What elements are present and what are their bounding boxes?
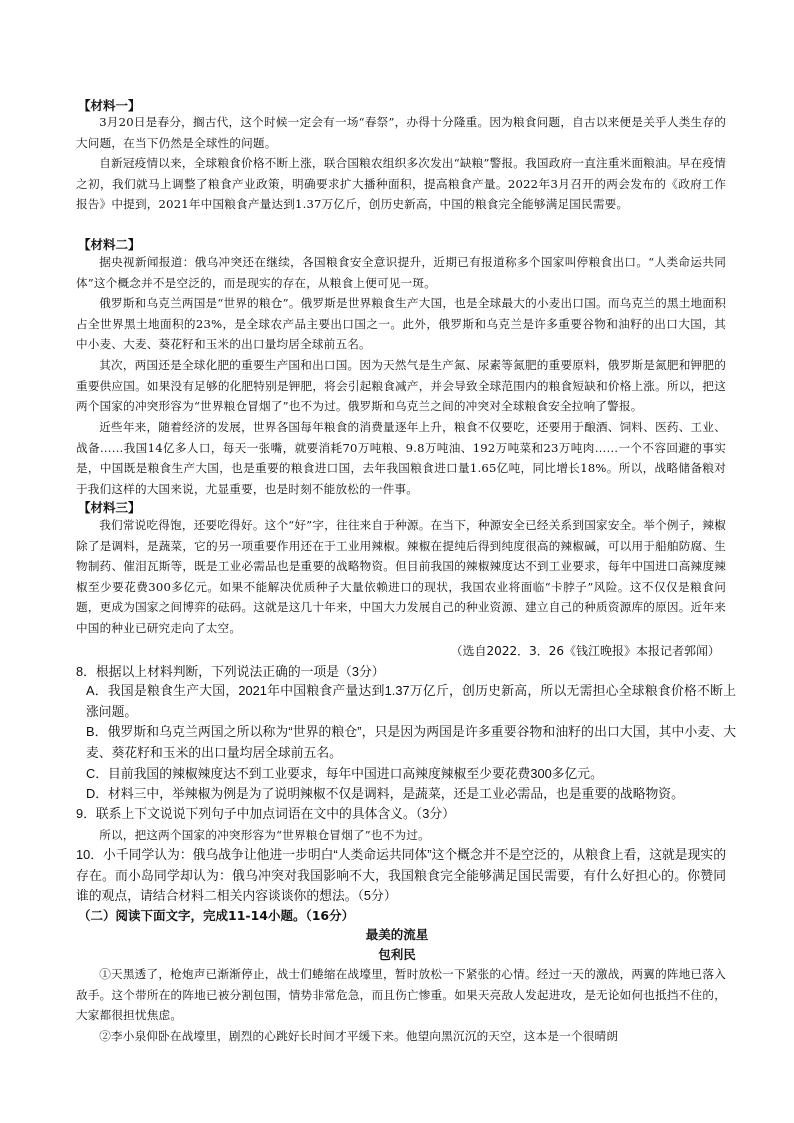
material-one-paragraph-2: 自新冠疫情以来，全球粮食价格不断上涨，联合国粮农组织多次发出“缺粮”警报。我国政府一直注重米面粮油。早在疫情之初，我们就马上调整了粮食产业政策，明确要求扩大播种面积，提高粮食产量。2022年3月召开的两会发布的《政府工作报告》中提到，2021年中国粮食产量达到1.37万亿斤，创历史新高，中国的粮食完全能够满足国民需要。 — [76, 156, 726, 212]
question-8-stem: 8．根据以上材料判断，下列说法正确的一项是（3分） — [76, 664, 385, 679]
question-8-option-a: A．我国是粮食生产大国，2021年中国粮食产量达到1.37万亿斤，创历史新高，所以无需担心全球粮食价格不断上涨问题。 — [86, 683, 736, 719]
material-three-paragraph-1: 我们常说吃得饱，还要吃得好。这个“好”字，往往来自于种源。在当下，种源安全已经关系到国家安全。举个例子，辣椒除了是调料，是蔬菜，它的另一项重要作用还在于工业用辣椒。辣椒在提纯后得到纯度很高的辣椒碱，可以用于船舶防腐、生物制药、催泪瓦斯等，既是工业必需品也是重要的战略物资。但目前我国的辣椒辣度达不到工业要求，每年中国进口高辣度辣椒至少要花费300多亿元。如果不能解决优质种子大量依赖进口的现状，我国农业将面临“卡脖子”风险。这不仅仅是粮食问题，更成为国家之间博弈的砝码。这就是这几十年来，中国大力发展自己的种业资源、建立自己的种质资源库的原因。近年来中国的种业已研究走向了太空。 — [76, 518, 726, 635]
material-one-heading: 【材料一】 — [78, 98, 141, 113]
material-two-heading: 【材料二】 — [78, 237, 141, 252]
material-two-paragraph-2: 俄罗斯和乌克兰两国是“世界的粮仓”。俄罗斯是世界粮食生产大国，也是全球最大的小麦出口国。而乌克兰的黑土地面积占全世界黑土地面积的23%，是全球农产品主要出口国之一。此外，俄罗斯和乌克兰是许多重要谷物和油籽的出口大国，其中小麦、大麦、葵花籽和玉米的出口量均居全球前五名。 — [76, 296, 726, 352]
section-two-heading: （二）阅读下面文字，完成11-14小题。（16分） — [78, 908, 355, 923]
question-8-option-c: C．目前我国的辣椒辣度达不到工业要求，每年中国进口高辣度辣椒至少要花费300多亿元。 — [86, 766, 603, 781]
question-9-quote: 所以，把这两个国家的冲突形容为“世界粮仓冒烟了”也不为过。 — [99, 828, 430, 842]
story-title: 最美的流星 — [365, 927, 429, 942]
material-two-paragraph-4: 近些年来，随着经济的发展，世界各国每年粮食的消费量逐年上升，粮食不仅要吃，还要用于酿酒、饲料、医药、工业、战备……我国14亿多人口，每天一张嘴，就要消耗70万吨粮、9.8万吨油、192万吨菜和23万吨肉……一个不容回避的事实是，中国既是粮食生产大国，也是重要的粮食进口国，去年我国粮食进口量1.65亿吨，同比增长18%。所以，战略储备粮对于我们这样的大国来说，尤显重要，也是时刻不能放松的一件事。 — [76, 420, 726, 496]
question-9-stem: 9．联系上下文说说下列句子中加点词语在文中的具体含义。（3分） — [76, 806, 455, 821]
question-8-option-b: B．俄罗斯和乌克兰两国之所以称为“世界的粮仓”，只是因为两国是许多重要谷物和油籽的出口大国，其中小麦、大麦、葵花籽和玉米的出口量均居全球前五名。 — [86, 724, 736, 760]
material-two-paragraph-3: 其次，两国还是全球化肥的重要生产国和出口国。因为天然气是生产氮、尿素等氮肥的重要原料，俄罗斯是氮肥和钾肥的重要供应国。如果没有足够的化肥特别是钾肥，将会引起粮食减产，并会导致全球范围内的粮食短缺和价格上涨。所以，把这两个国家的冲突形容为“世界粮仓冒烟了”也不为过。俄罗斯和乌克兰之间的冲突对全球粮食安全拉响了警报。 — [76, 358, 726, 414]
material-two-paragraph-1: 据央视新闻报道：俄乌冲突还在继续，各国粮食安全意识提升，近期已有报道称多个国家叫停粮食出口。“人类命运共同体”这个概念并不是空泛的，而是现实的存在，从粮食上便可见一斑。 — [76, 255, 726, 290]
source-citation: （选自2022．3．26《钱江晚报》本报记者郭闻） — [450, 644, 720, 658]
story-paragraph-1: ①天黑透了，枪炮声已渐渐停止，战士们蜷缩在战壕里，暂时放松一下紧张的心情。经过一天的激战，两翼的阵地已落入敌手。这个带所在的阵地已被分割包围，情势非常危急，而且伤亡惨重。如果天亮敌人发起进攻，是无论如何也抵挡不住的，大家都很担忧焦虑。 — [76, 967, 726, 1023]
story-paragraph-2: ②李小泉仰卧在战壕里，剧烈的心跳好长时间才平缓下来。他望向黑沉沉的天空，这本是一个很晴朗 — [99, 1029, 619, 1043]
material-three-heading: 【材料三】 — [78, 500, 141, 515]
question-8-option-d: D．材料三中，举辣椒为例是为了说明辣椒不仅是调料，是蔬菜，还是工业必需品，也是重要的战略物资。 — [86, 786, 684, 801]
story-author: 包利民 — [378, 947, 416, 962]
material-one-paragraph-1: 3月20日是春分，搁古代，这个时候一定会有一场“春祭”，办得十分隆重。因为粮食问题，自古以来便是关乎人类生存的大问题，在当下仍然是全球性的问题。 — [76, 115, 726, 150]
question-10-text: 10．小千同学认为：俄乌战争让他进一步明白“人类命运共同体”这个概念并不是空泛的，从粮食上看，这就是现实的存在。而小岛同学却认为：俄乌冲突对我国影响不大，我国粮食完全能够满足国民需要，有什么好担心的。你赞同谁的观点，请结合材料二相关内容谈谈你的想法。（5分） — [76, 847, 726, 904]
